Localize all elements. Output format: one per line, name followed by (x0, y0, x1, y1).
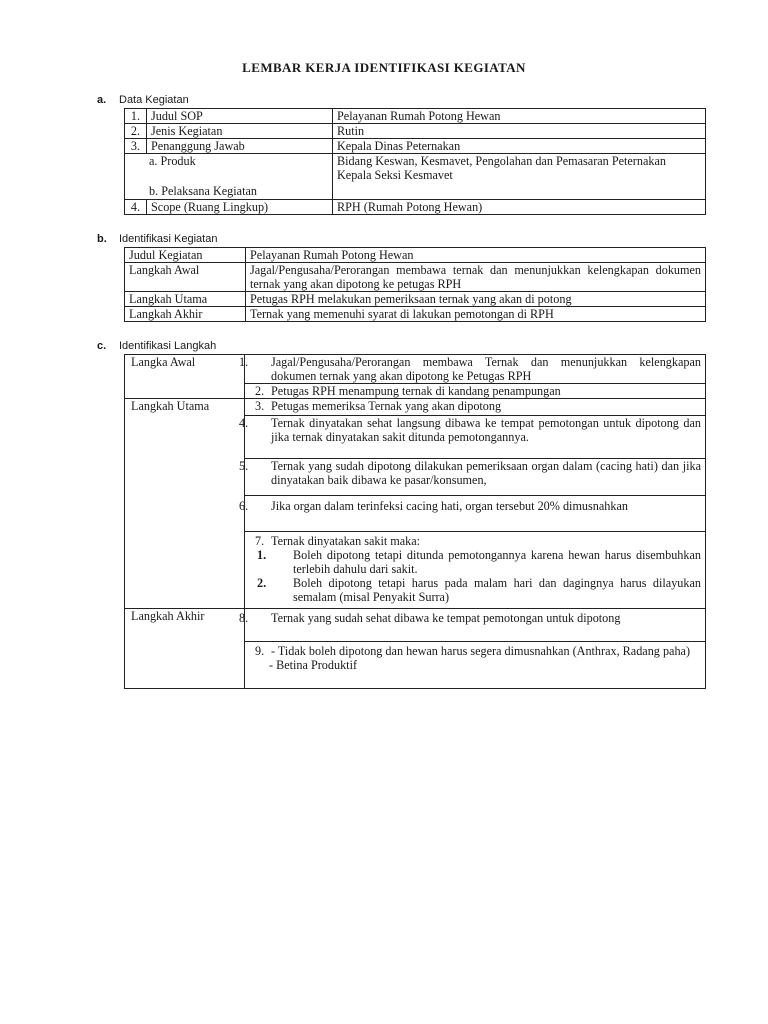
section-a-letter: a. (97, 94, 107, 106)
step-7-intro (255, 534, 701, 548)
step-2 (245, 384, 706, 399)
step-1 (239, 355, 706, 384)
option-number: 2. (257, 576, 267, 590)
step-number: 1. (239, 355, 249, 369)
row-label: Langkah Akhir (125, 307, 246, 322)
option-text: Boleh dipotong tetapi ditunda pemotongannya karena hewan harus disembuhkan terlebih dahulu dari sakit. (293, 548, 701, 576)
row-label (125, 399, 245, 609)
section-b-letter: b. (97, 233, 107, 245)
section-c-heading (97, 340, 216, 352)
table-row (125, 124, 706, 139)
step-text: Ternak yang sudah dipotong dilakukan pemeriksaan organ dalam (cacing hati) dan jika dinyatakan baik dibawa ke pasar/konsumen, (271, 459, 701, 487)
row-label (125, 355, 245, 399)
label-langka-awal: Langka Awal (131, 355, 196, 369)
table-row (125, 139, 706, 154)
step-9-item-2: - Betina Produktif (269, 658, 358, 672)
sub-value-produk: Bidang Keswan, Kesmavet, Pengolahan dan Pemasaran Peternakan (337, 154, 666, 168)
row-value: RPH (Rumah Potong Hewan) (333, 200, 706, 215)
step-number: 6. (239, 499, 249, 513)
row-value: Petugas RPH melakukan pemeriksaan ternak yang akan di potong (246, 292, 706, 307)
sub-values-cell (333, 154, 706, 200)
section-c-letter: c. (97, 340, 107, 352)
row-label (125, 609, 245, 689)
step-number: 9. (255, 644, 265, 658)
section-a-title: Data Kegiatan (119, 94, 189, 106)
step-number: 3. (255, 399, 265, 413)
row-value: Pelayanan Rumah Potong Hewan (333, 109, 706, 124)
step-7 (245, 532, 706, 609)
step-9 (245, 642, 706, 689)
row-label: Judul Kegiatan (125, 248, 246, 263)
row-label: Penanggung Jawab (147, 139, 333, 154)
row-label: Judul SOP (147, 109, 333, 124)
row-label: Langkah Utama (125, 292, 246, 307)
step-7-option-1 (257, 548, 701, 576)
row-number: 3. (125, 139, 147, 154)
data-kegiatan-table (124, 108, 706, 215)
row-label: Jenis Kegiatan (147, 124, 333, 139)
step-number: 4. (239, 416, 249, 430)
step-4 (239, 416, 706, 459)
section-c-title: Identifikasi Langkah (119, 340, 217, 352)
step-7-option-2 (257, 576, 701, 604)
label-langkah-utama: Langkah Utama (131, 399, 210, 413)
row-number: 2. (125, 124, 147, 139)
step-text: Petugas RPH menampung ternak di kandang penampungan (271, 384, 561, 398)
row-label: Scope (Ruang Lingkup) (147, 200, 333, 215)
option-text: Boleh dipotong tetapi harus pada malam hari dan dagingnya harus dilayukan semalam (misal Penyakit Surra) (293, 576, 701, 604)
row-number: 1. (125, 109, 147, 124)
row-label: Langkah Awal (125, 263, 246, 292)
step-number: 8. (239, 611, 249, 625)
section-b-heading (97, 233, 217, 245)
sub-value-pelaksana: Kepala Seksi Kesmavet (337, 168, 453, 182)
option-number: 1. (257, 548, 267, 562)
step-6 (239, 496, 706, 532)
row-number: 4. (125, 200, 147, 215)
step-number: 2. (255, 384, 265, 398)
step-text: Petugas memeriksa Ternak yang akan dipotong (271, 399, 502, 413)
row-value: Pelayanan Rumah Potong Hewan (246, 248, 706, 263)
table-row (125, 263, 706, 292)
table-row (125, 399, 706, 416)
table-row (125, 154, 706, 200)
step-8 (239, 609, 706, 642)
identifikasi-langkah-table (124, 354, 706, 689)
sub-item-produk: a. Produk (149, 154, 196, 168)
step-number: 5. (239, 459, 249, 473)
row-value: Jagal/Pengusaha/Perorangan membawa ternak dan menunjukkan kelengkapan dokumen ternak yang akan dipotong ke petugas RPH (246, 263, 706, 292)
step-text: Jagal/Pengusaha/Perorangan membawa Ternak dan menunjukkan kelengkapan dokumen ternak yang akan dipotong ke Petugas RPH (271, 355, 701, 383)
label-langkah-akhir: Langkah Akhir (131, 609, 205, 623)
step-3 (245, 399, 706, 416)
table-row (125, 109, 706, 124)
section-a-heading (97, 94, 189, 106)
table-row (125, 355, 706, 384)
step-9-item-1 (255, 644, 701, 658)
table-row (125, 248, 706, 263)
step-5 (239, 459, 706, 496)
step-text: - Tidak boleh dipotong dan hewan harus segera dimusnahkan (Anthrax, Radang paha) (271, 644, 691, 658)
step-text: Ternak yang sudah sehat dibawa ke tempat pemotongan untuk dipotong (271, 611, 621, 625)
sub-item-pelaksana: b. Pelaksana Kegiatan (149, 184, 257, 198)
step-text: Ternak dinyatakan sehat langsung dibawa ke tempat pemotongan untuk dipotong dan jika ternak dinyatakan sakit ditunda pemotongannya. (271, 416, 701, 444)
sub-items-cell (125, 154, 333, 200)
row-value: Ternak yang memenuhi syarat di lakukan pemotongan di RPH (246, 307, 706, 322)
table-row (125, 307, 706, 322)
table-row (125, 609, 706, 642)
step-text: Ternak dinyatakan sakit maka: (271, 534, 421, 548)
identifikasi-kegiatan-table (124, 247, 706, 322)
row-value: Kepala Dinas Peternakan (333, 139, 706, 154)
page-title: LEMBAR KERJA IDENTIFIKASI KEGIATAN (242, 60, 526, 75)
step-text: Jika organ dalam terinfeksi cacing hati, organ tersebut 20% dimusnahkan (271, 499, 628, 513)
table-row (125, 292, 706, 307)
section-b-title: Identifikasi Kegiatan (119, 233, 218, 245)
step-number: 7. (255, 534, 265, 548)
table-row (125, 200, 706, 215)
row-value: Rutin (333, 124, 706, 139)
